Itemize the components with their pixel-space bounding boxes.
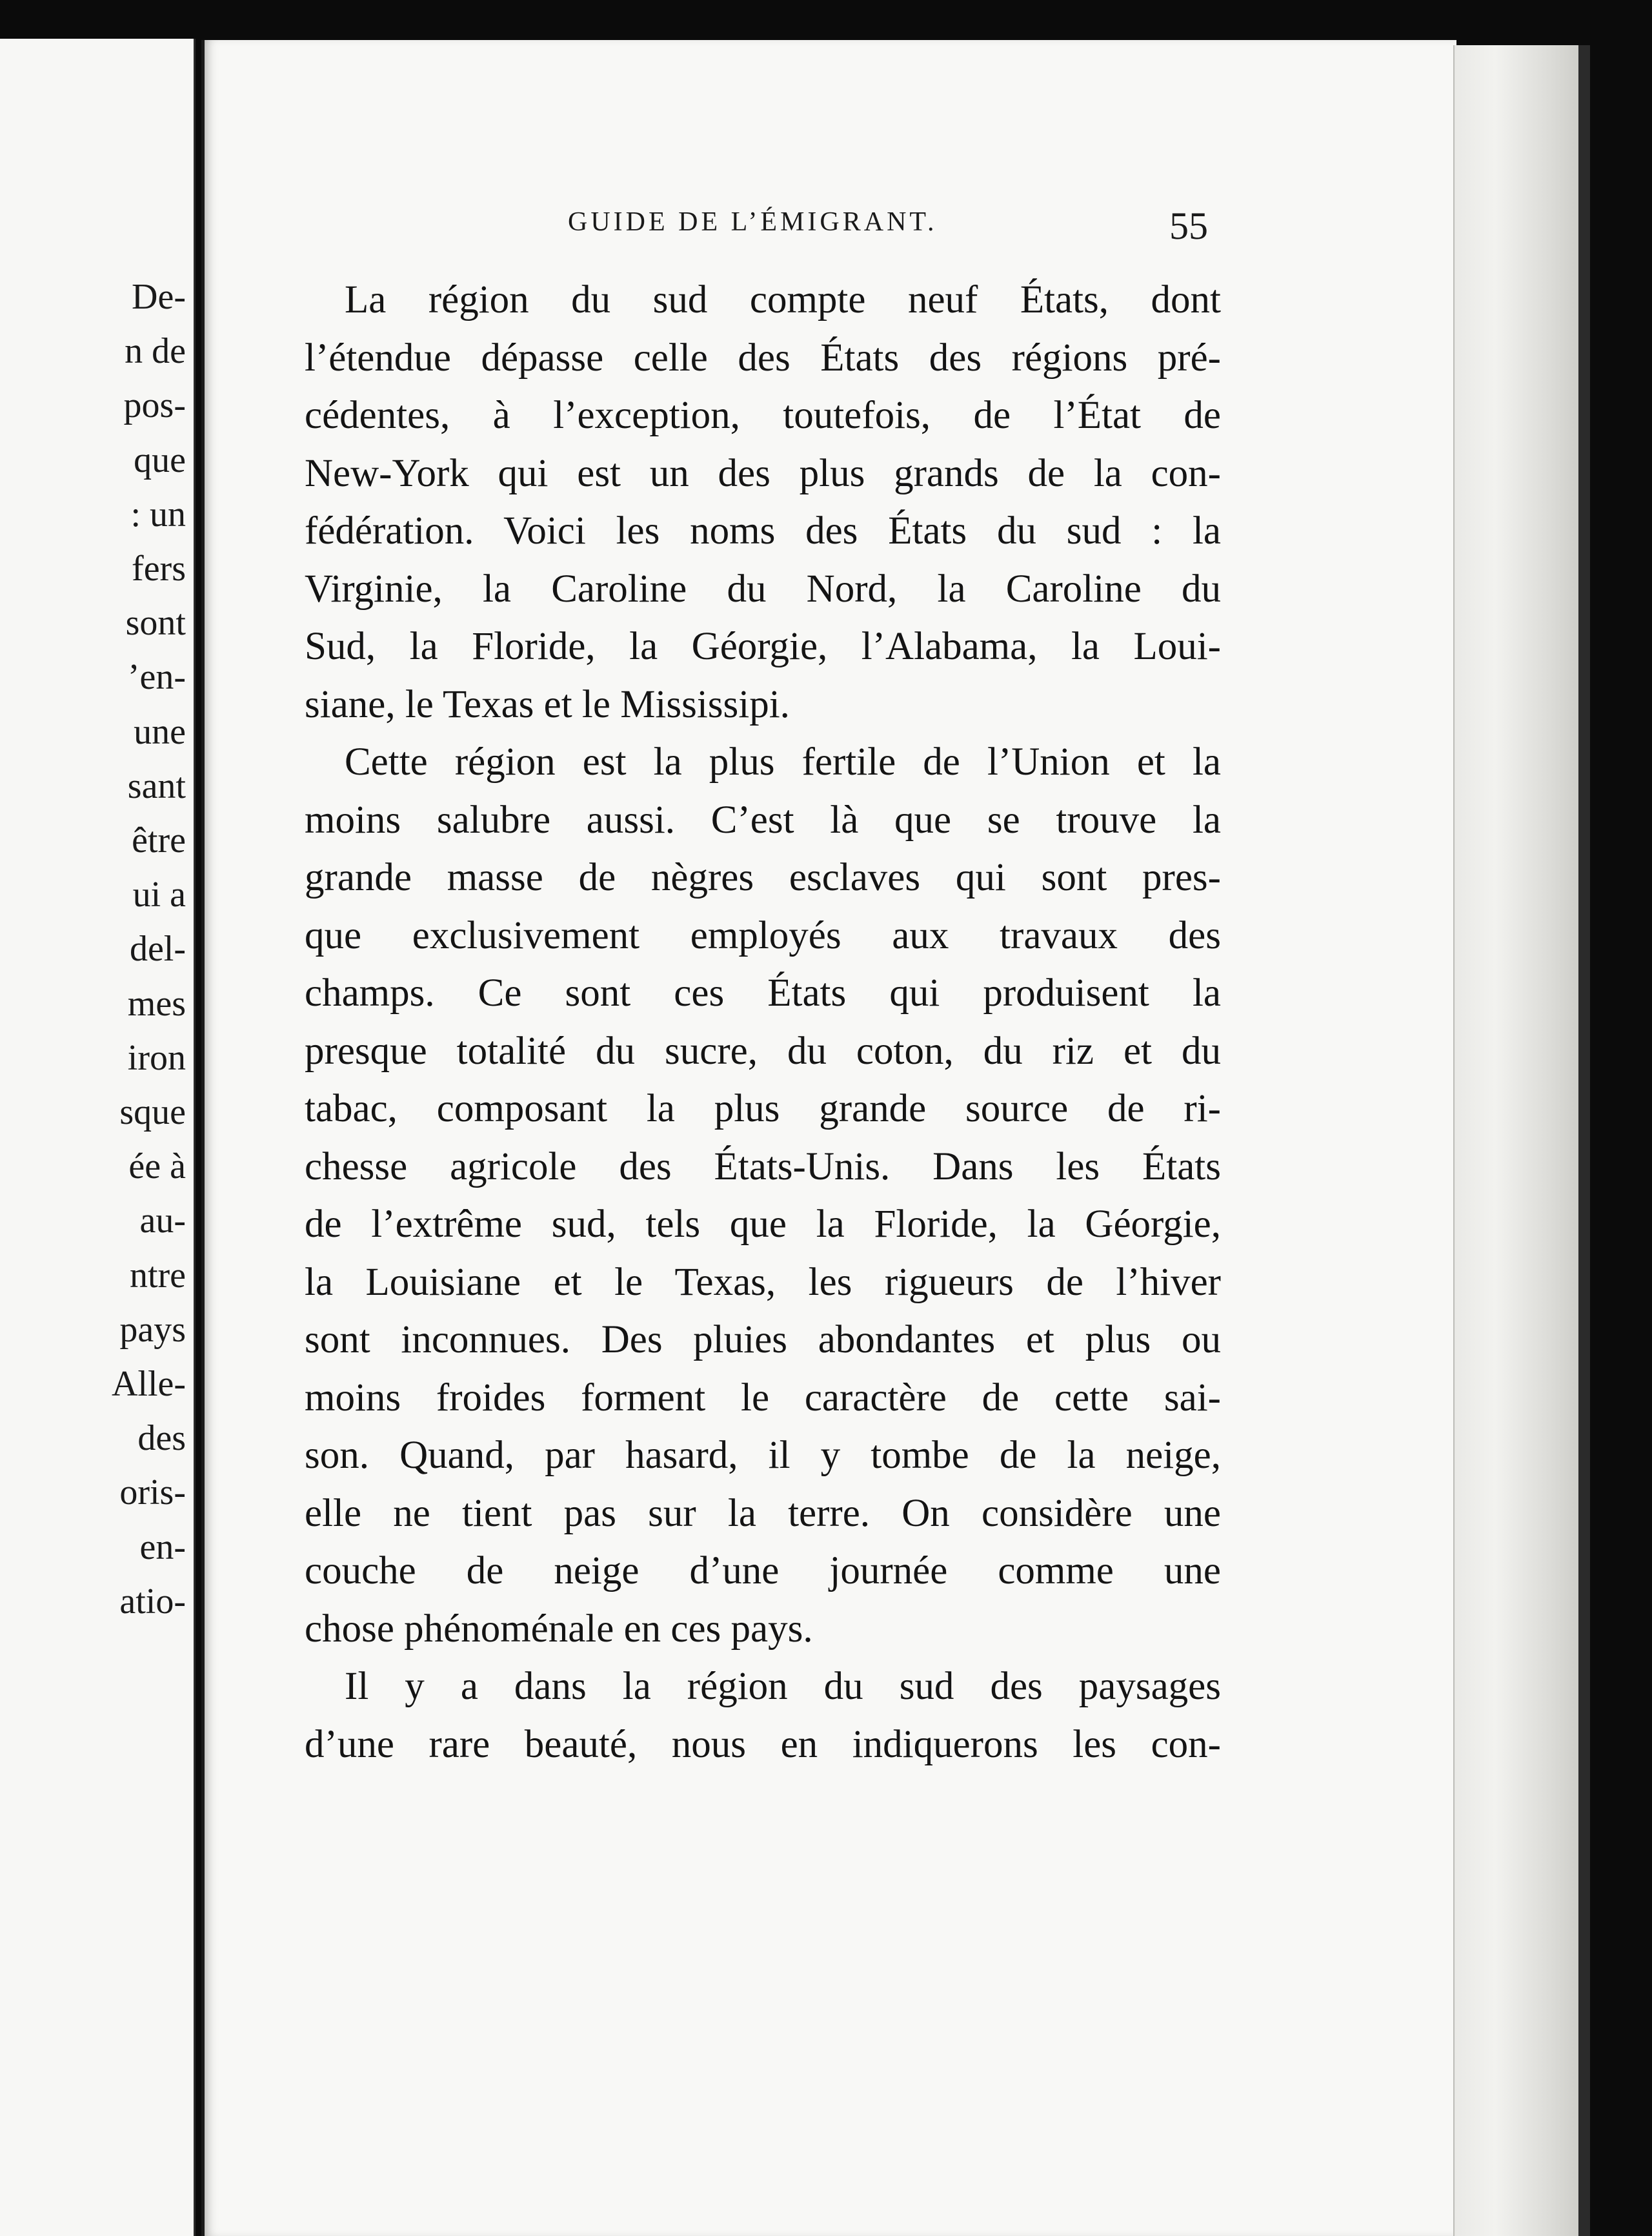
left-page-line: De- (132, 277, 186, 317)
text-line: tabac, composant la plus grande source de ri- (305, 1087, 1221, 1130)
left-page-line: fers (132, 549, 186, 589)
running-head: GUIDE DE L’ÉMIGRANT. (568, 207, 938, 237)
text-line: moins froides forment le caractère de cette sai- (305, 1376, 1221, 1419)
text-line: Il y a dans la région du sud des paysages (345, 1665, 1221, 1708)
text-line: Virginie, la Caroline du Nord, la Caroline du (305, 567, 1221, 611)
left-page-line: mes (127, 983, 186, 1024)
text-line: fédération. Voici les noms des États du sud : la (305, 509, 1221, 553)
left-page-line: en- (139, 1527, 186, 1567)
left-page-line: ntre (129, 1255, 186, 1296)
text-line: son. Quand, par hasard, il y tombe de la neige, (305, 1434, 1221, 1477)
left-page-line: del- (129, 929, 186, 970)
text-line: chose phénoménale en ces pays. (305, 1607, 813, 1651)
text-line: elle ne tient pas sur la terre. On considère une (305, 1491, 1221, 1535)
left-page-line: ui a (132, 875, 186, 915)
page-edge (1453, 45, 1590, 2236)
text-line: presque totalité du sucre, du coton, du riz et du (305, 1029, 1221, 1073)
text-line: grande masse de nègres esclaves qui sont pres- (305, 856, 1221, 899)
left-page-line: sant (127, 766, 186, 806)
left-page-line: des (137, 1418, 186, 1459)
left-page-line: ’en- (127, 657, 186, 698)
left-page-line: sont (125, 603, 186, 644)
text-line: chesse agricole des États-Unis. Dans les États (305, 1144, 1221, 1188)
left-page-line: pos- (123, 385, 186, 426)
left-page-line: : un (130, 494, 186, 534)
left-page-line: atio- (119, 1581, 186, 1621)
text-line: siane, le Texas et le Mississipi. (305, 682, 790, 726)
left-page-line: oris- (119, 1472, 186, 1513)
text-line: cédentes, à l’exception, toutefois, de l’État de (305, 394, 1221, 437)
page-number: 55 (1169, 205, 1208, 247)
left-page-line: sque (119, 1092, 186, 1132)
text-line: Sud, la Floride, la Géorgie, l’Alabama, la Loui- (305, 625, 1221, 668)
left-page-line: être (132, 820, 186, 860)
left-facing-page (0, 39, 196, 2236)
text-line: La région du sud compte neuf États, dont (345, 278, 1221, 321)
text-line: champs. Ce sont ces États qui produisent la (305, 971, 1221, 1015)
text-line: de l’extrême sud, tels que la Floride, la Géorgie, (305, 1203, 1221, 1246)
left-page-line: pays (119, 1309, 186, 1350)
left-page-line: ée à (128, 1146, 186, 1187)
text-line: Cette région est la plus fertile de l’Union et la (345, 740, 1221, 784)
left-page-line: n de (125, 331, 186, 372)
text-line: sont inconnues. Des pluies abondantes et plus ou (305, 1318, 1221, 1361)
left-page-line: au- (139, 1201, 186, 1241)
text-line: la Louisiane et le Texas, les rigueurs de l’hiver (305, 1260, 1221, 1304)
text-line: d’une rare beauté, nous en indiquerons les con- (305, 1722, 1221, 1766)
text-line: que exclusivement employés aux travaux des (305, 913, 1221, 957)
left-page-line: iron (127, 1037, 186, 1078)
text-line: couche de neige d’une journée comme une (305, 1549, 1221, 1592)
body-text (305, 271, 1221, 1773)
left-page-line: une (134, 711, 186, 752)
left-page-line: que (134, 440, 186, 480)
text-line: New-York qui est un des plus grands de la con- (305, 451, 1221, 495)
left-page-line: Alle- (111, 1364, 186, 1404)
text-line: moins salubre aussi. C’est là que se trouve la (305, 798, 1221, 842)
text-line: l’étendue dépasse celle des États des régions pré- (305, 336, 1221, 380)
